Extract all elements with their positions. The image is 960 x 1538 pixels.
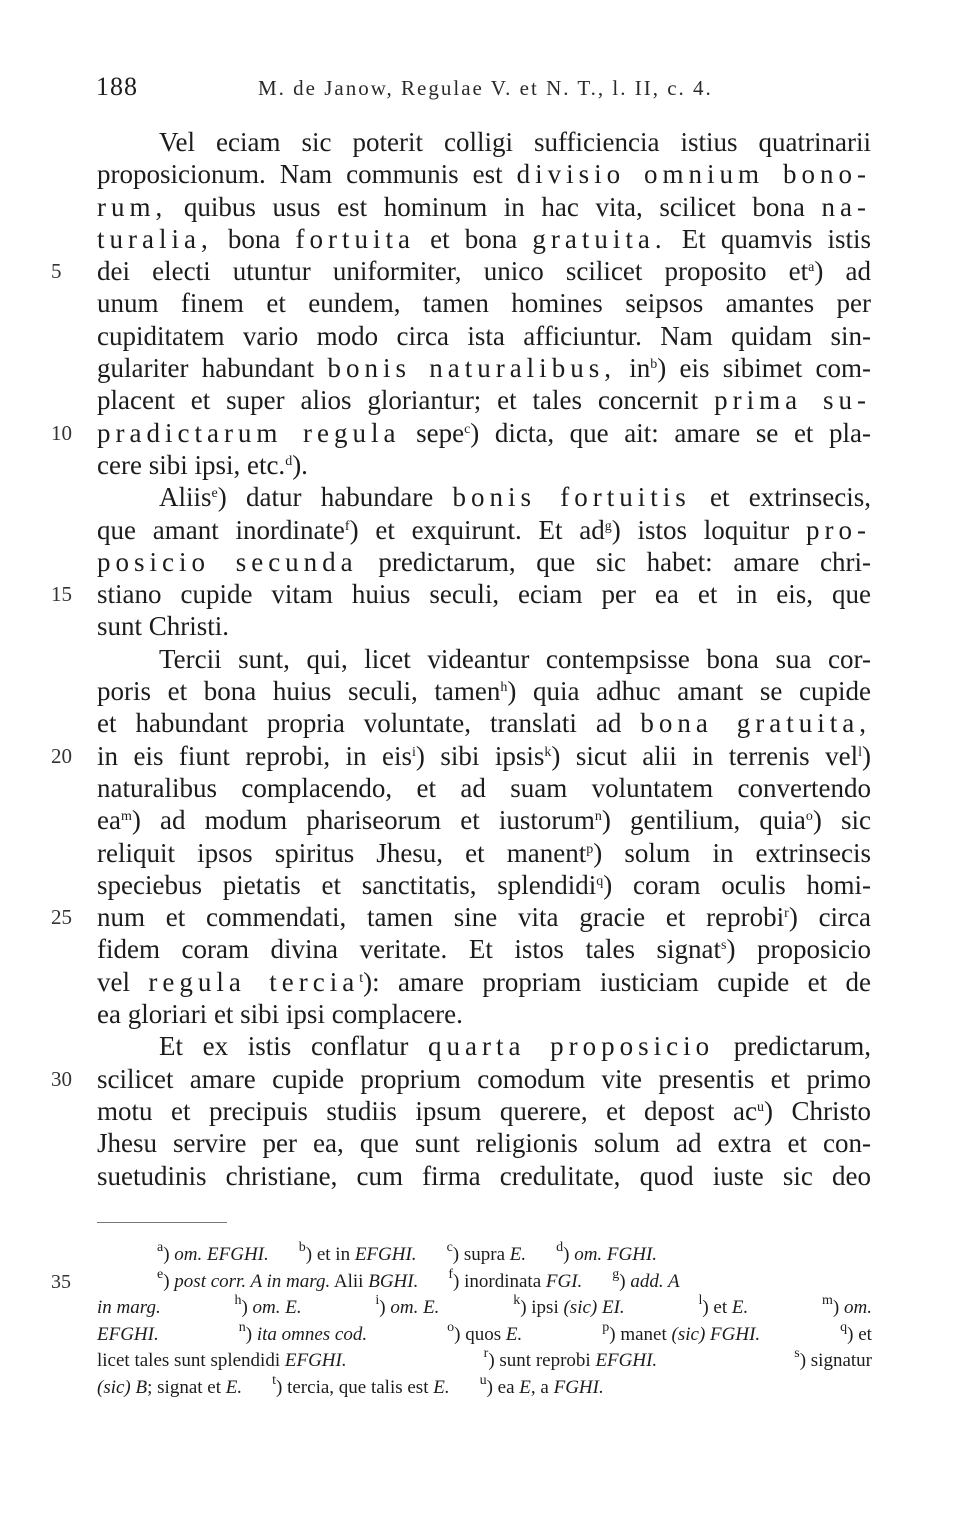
text-run: ea gloriari et sibi ipsi complacere.	[97, 999, 463, 1030]
text-run: gratuita.	[532, 223, 667, 254]
footnote-text: ) et	[847, 1323, 872, 1345]
line-number: 25	[51, 905, 72, 930]
footnote-text: , a	[530, 1376, 554, 1398]
footnote-entry	[840, 1319, 872, 1349]
text-line	[97, 352, 871, 384]
footnote-entry	[97, 1322, 159, 1349]
footnote-marker: k	[513, 1293, 521, 1308]
text-run: predictarum, que sic habet: amare chri-	[357, 546, 871, 577]
line-content	[97, 578, 871, 610]
footnotes	[51, 1240, 872, 1401]
footnote-marker: r	[784, 906, 789, 922]
footnote-text: post corr. A in marg.	[174, 1270, 331, 1292]
text-line	[51, 1063, 871, 1095]
text-run: Et quamvis istis	[666, 223, 871, 254]
line-content	[97, 384, 871, 416]
text-line	[97, 514, 871, 546]
text-run: rum,	[97, 191, 168, 222]
text-run: poris et bona huius seculi, tamen	[97, 676, 501, 707]
footnote-marker: e	[157, 1266, 164, 1282]
footnote-line	[97, 1319, 872, 1349]
footnote-marker: l	[858, 744, 863, 760]
footnote-text: E.	[731, 1297, 749, 1318]
line-content	[97, 287, 871, 319]
footnote-text: ; signat et	[147, 1376, 226, 1398]
text-run: ) dicta, que ait: amare se et pla-	[470, 417, 871, 448]
footnote-text: )	[563, 1244, 575, 1265]
footnote-text: FGHI.	[553, 1376, 604, 1398]
text-run: ) istos loquitur	[611, 514, 807, 545]
text-run: Et ex istis conflatur	[159, 1031, 429, 1062]
text-run: bona	[212, 223, 296, 254]
running-title: M. de Janow, Regulae V. et N. T., l. II, c. 4.	[258, 76, 713, 100]
line-content	[159, 481, 871, 513]
footnote-marker: a	[157, 1240, 164, 1255]
text-line	[97, 1095, 871, 1127]
text-line	[51, 417, 871, 449]
footnote-text: ) et in	[305, 1244, 355, 1265]
footnote-marker: s	[721, 938, 727, 954]
line-content	[97, 191, 871, 223]
footnote-marker: t	[272, 1372, 277, 1388]
text-run: ) Christo	[764, 1095, 871, 1126]
text-run: Aliis	[159, 482, 212, 513]
text-run: et habundant propria voluntate, translati ad	[97, 708, 641, 739]
footnote-marker: p	[602, 1319, 610, 1335]
footnote-text: BGHI.	[368, 1270, 419, 1292]
footnote-text: ) supra	[452, 1244, 510, 1265]
text-run: bona gratuita,	[640, 708, 871, 739]
footnote-marker: l	[698, 1293, 703, 1308]
text-line	[97, 223, 871, 255]
text-run: bonis fortuitis	[452, 482, 691, 513]
footnote-entry	[698, 1295, 748, 1322]
line-number: 20	[51, 743, 72, 768]
text-run: ) proposicio	[726, 934, 871, 965]
footnote-marker: i	[412, 744, 416, 760]
footnote-marker: h	[234, 1293, 242, 1308]
text-line	[97, 869, 871, 901]
footnote-line	[51, 1266, 872, 1296]
line-content	[97, 611, 229, 641]
text-line	[97, 707, 871, 739]
text-run: prima su-	[714, 385, 871, 416]
footnote-text: E	[519, 1376, 531, 1398]
text-run: gulariter habundant	[97, 353, 328, 384]
text-line	[97, 966, 871, 998]
line-content	[97, 740, 871, 772]
text-run: ).	[292, 449, 308, 480]
text-run: sunt Christi.	[97, 611, 230, 642]
text-run: ) quia adhuc amant se cupide	[507, 676, 871, 707]
footnote-text: ) et	[702, 1297, 732, 1318]
line-content	[159, 1030, 871, 1062]
text-run: ) sicut alii in terrenis vel	[551, 740, 859, 771]
footnote-text: )	[245, 1323, 257, 1345]
text-line	[97, 1127, 871, 1159]
footnote-marker: q	[596, 873, 604, 889]
text-line	[51, 255, 871, 287]
text-line	[97, 481, 871, 513]
footnote-line	[97, 1372, 872, 1402]
text-run: ) sic	[812, 805, 871, 836]
footnote-entry	[447, 1319, 523, 1349]
line-content	[97, 514, 871, 546]
footnote-text: (sic) EI.	[563, 1297, 625, 1318]
line-content	[97, 1095, 871, 1127]
line-number: 30	[51, 1066, 72, 1091]
text-line	[51, 578, 871, 610]
text-run: naturalibus complacendo, et ad suam voluntatem convertendo	[97, 772, 871, 803]
footnote-entry	[612, 1266, 680, 1296]
text-run: )	[862, 740, 871, 771]
text-line	[51, 901, 871, 933]
footnote-entry	[157, 1266, 419, 1296]
page-number: 188	[96, 72, 138, 101]
text-line	[97, 126, 871, 158]
text-line	[97, 675, 871, 707]
line-content	[97, 320, 871, 352]
line-content	[97, 966, 871, 998]
footnote-text: in marg.	[97, 1297, 161, 1318]
line-content	[97, 450, 308, 480]
footnote-entry	[484, 1348, 658, 1375]
footnote-text: )	[832, 1297, 844, 1318]
line-content	[159, 126, 871, 158]
footnote-entry	[794, 1348, 872, 1375]
footnote-entry	[513, 1295, 624, 1322]
footnote-text: licet tales sunt splendidi	[97, 1350, 285, 1371]
footnote-entry	[272, 1372, 450, 1402]
footnote-entry	[822, 1295, 872, 1322]
footnote-entry	[234, 1295, 301, 1322]
line-content	[97, 1063, 871, 1095]
footnote-text: )	[163, 1244, 175, 1265]
footnote-text: (sic) FGHI.	[671, 1323, 761, 1345]
text-run: ) et exquirunt. Et ad	[349, 514, 605, 545]
footnote-text: E.	[225, 1376, 243, 1398]
footnote-text: Alii	[330, 1270, 369, 1292]
footnote-text: )	[163, 1270, 175, 1292]
footnote-text: FGI.	[545, 1270, 583, 1292]
footnote-marker: r	[483, 1346, 489, 1361]
footnote-marker: t	[359, 970, 364, 986]
footnote-marker: c	[446, 1240, 453, 1255]
text-run: placent et super alios gloriantur; et tales concernit	[97, 385, 715, 416]
footnote-entry	[556, 1242, 657, 1269]
text-line	[97, 610, 871, 642]
footnote-entry	[97, 1348, 347, 1375]
footnote-text: om. E.	[390, 1297, 440, 1318]
footnote-entry	[447, 1242, 527, 1269]
line-content	[97, 223, 871, 255]
text-run: ) datur habundare	[217, 482, 453, 513]
footnote-text: EFGHI.	[284, 1350, 347, 1371]
text-line	[97, 158, 871, 190]
footnote-marker: k	[544, 744, 552, 760]
footnote-marker: m	[120, 809, 132, 825]
text-run: ) eis sibimet com-	[657, 353, 871, 384]
text-run: num et commendati, tamen sine vita gracie et reprobi	[97, 902, 785, 933]
footnote-text: E.	[433, 1376, 450, 1398]
text-run: ) sibi ipsis	[415, 740, 545, 771]
line-number: 10	[51, 420, 72, 445]
text-line	[51, 740, 871, 772]
text-line	[97, 546, 871, 578]
footnote-line	[97, 1348, 872, 1375]
text-run: Vel eciam sic poterit colligi sufficiencia istius quatrinarii	[159, 127, 871, 157]
footnote-entry	[602, 1319, 761, 1349]
footnote-marker: u	[757, 1099, 764, 1115]
footnote-text: ) tercia, que talis est	[276, 1376, 434, 1398]
text-line	[97, 287, 871, 319]
text-run: pradictarum regula	[97, 417, 401, 448]
footnote-marker: m	[822, 1293, 833, 1308]
footnote-entry	[97, 1295, 161, 1322]
text-run: Tercii sunt, qui, licet videantur contempsisse bona sua cor-	[159, 643, 871, 674]
line-content	[97, 1127, 871, 1159]
footnote-marker: p	[586, 841, 594, 857]
footnote-entry	[479, 1372, 604, 1402]
footnote-text: ) sunt reprobi	[488, 1350, 596, 1371]
text-run: suetudinis christiane, cum firma credulitate, quod iuste sic deo	[97, 1160, 871, 1191]
text-run: bonis naturalibus,	[327, 353, 616, 384]
text-run: quarta proposicio	[428, 1031, 715, 1062]
line-content	[97, 255, 871, 287]
footnote-marker: d	[285, 453, 293, 469]
line-content	[97, 707, 871, 739]
text-line	[97, 1030, 871, 1062]
footnote-entry	[375, 1295, 439, 1322]
text-run: ea	[97, 805, 121, 836]
text-run: posicio secunda	[97, 546, 358, 577]
footnote-marker: b	[650, 357, 658, 373]
footnote-marker: h	[500, 680, 508, 696]
text-run: ): amare propriam iusticiam cupide et de	[363, 966, 871, 997]
footnote-marker: e	[211, 486, 218, 502]
text-line	[97, 998, 871, 1030]
text-run: Jhesu servire per ea, que sunt religionis solum ad extra et con-	[97, 1128, 871, 1159]
text-run: vel	[97, 966, 149, 997]
line-content	[97, 352, 871, 384]
text-line	[97, 191, 871, 223]
footnote-marker: c	[464, 421, 471, 437]
text-line	[97, 772, 871, 804]
text-run: fortuita	[295, 223, 415, 254]
footnote-line	[97, 1242, 872, 1269]
footnote-marker: n	[238, 1319, 246, 1335]
footnote-text: (sic) B	[97, 1376, 148, 1398]
line-number: 15	[51, 582, 72, 607]
line-content	[97, 546, 871, 578]
footnote-text: )	[241, 1297, 253, 1318]
footnote-marker: o	[447, 1319, 455, 1335]
line-content	[97, 999, 463, 1029]
footnote-marker: g	[612, 1266, 620, 1282]
footnote-marker: b	[298, 1240, 306, 1255]
page-header	[0, 72, 960, 108]
footnote-marker: g	[604, 518, 612, 534]
line-content	[97, 901, 871, 933]
footnote-text: om.	[843, 1297, 872, 1318]
text-run: ) ad modum phariseorum et iustorum	[131, 805, 595, 836]
text-run: ) gentilium, quia	[601, 805, 806, 836]
text-run: na-	[821, 191, 871, 222]
line-number: 35	[51, 1270, 71, 1293]
text-run: predictarum,	[714, 1031, 871, 1062]
footnote-marker: f	[344, 518, 350, 534]
text-run: proposicionum. Nam communis est	[97, 159, 517, 190]
text-line	[97, 643, 871, 675]
footnote-marker: a	[808, 260, 815, 276]
footnote-text: ) ea	[486, 1376, 520, 1398]
text-run: scilicet amare cupide proprium comodum vite presentis et primo	[97, 1063, 871, 1094]
footnote-text: ita omnes cod.	[256, 1323, 368, 1345]
text-run: dei electi utuntur uniformiter, unico scilicet proposito et	[97, 256, 809, 287]
line-content	[97, 675, 871, 707]
line-content	[97, 417, 871, 449]
line-number: 5	[51, 259, 62, 284]
text-run: que amant inordinate	[97, 514, 345, 545]
text-line	[97, 384, 871, 416]
text-run: regula tercia	[148, 966, 360, 997]
line-content	[97, 837, 871, 869]
main-text	[51, 126, 871, 1192]
footnote-text: ) manet	[609, 1323, 672, 1345]
text-run: ) circa	[788, 902, 871, 933]
text-run: fidem coram divina veritate. Et istos tales signat	[97, 934, 722, 965]
text-run: pro-	[806, 514, 871, 545]
footnote-text: )	[619, 1270, 631, 1292]
text-run: motu et precipuis studiis ipsum querere, et depost ac	[97, 1095, 757, 1126]
text-run: ) ad	[814, 256, 871, 287]
footnote-entry	[97, 1375, 242, 1402]
text-run: et extrinsecis,	[690, 482, 871, 513]
footnote-text: EFGHI.	[595, 1350, 658, 1371]
line-content	[97, 158, 871, 190]
footnote-marker: u	[479, 1372, 487, 1388]
text-run: quibus usus est hominum in hac vita, scilicet bona	[167, 191, 822, 222]
footnote-text: E.	[509, 1244, 527, 1265]
footnote-text: ) quos	[454, 1323, 506, 1345]
footnote-entry	[157, 1242, 269, 1269]
text-run: et bona	[414, 223, 533, 254]
text-run: reliquit ipsos spiritus Jhesu, et manent	[97, 837, 587, 868]
footnote-text: ) signatur	[799, 1350, 872, 1371]
text-run: divisio omnium bono-	[516, 159, 871, 190]
footnote-text: EFGHI.	[354, 1244, 417, 1265]
text-run: in	[615, 353, 651, 384]
line-content	[159, 643, 871, 675]
footnote-marker: i	[375, 1293, 380, 1308]
footnote-marker: n	[594, 809, 602, 825]
footnote-text: )	[379, 1297, 391, 1318]
footnote-text: add. A	[630, 1270, 680, 1292]
footnote-entry	[299, 1242, 417, 1269]
footnote-line	[97, 1295, 872, 1322]
footnote-text: EFGHI.	[97, 1323, 159, 1345]
footnote-marker: o	[805, 809, 813, 825]
text-run: ) solum in extrinsecis	[593, 837, 871, 868]
text-line	[97, 933, 871, 965]
footnote-text: om. E.	[252, 1297, 302, 1318]
text-run: cere sibi ipsi, etc.	[97, 449, 286, 480]
line-content	[97, 933, 871, 965]
text-run: cupiditatem vario modo circa ista afficiuntur. Nam quidam sin-	[97, 320, 871, 351]
line-content	[97, 869, 871, 901]
text-run: turalia,	[97, 223, 213, 254]
text-run: ) coram oculis homi-	[603, 869, 871, 900]
text-run: in eis fiunt reprobi, in eis	[97, 740, 413, 771]
text-run: sepe	[400, 417, 465, 448]
footnote-entry	[238, 1319, 368, 1349]
footnote-text: om. EFGHI.	[174, 1244, 269, 1265]
footnote-marker: q	[840, 1319, 848, 1335]
text-line	[97, 320, 871, 352]
text-line	[97, 449, 871, 481]
footnote-marker: f	[448, 1266, 454, 1282]
text-run: unum finem et eundem, tamen homines seipsos amantes per	[97, 288, 871, 319]
footnote-entry	[448, 1266, 583, 1296]
text-run: speciebus pietatis et sanctitatis, splendidi	[97, 869, 597, 900]
footnote-marker: s	[794, 1346, 800, 1361]
text-run: stiano cupide vitam huius seculi, eciam per ea et in eis, que	[97, 579, 871, 610]
text-line	[97, 1160, 871, 1192]
text-line	[97, 837, 871, 869]
footnote-text: om. FGHI.	[574, 1244, 658, 1265]
footnote-text: ) inordinata	[453, 1270, 546, 1292]
line-content	[97, 1160, 871, 1192]
footnote-text: ) ipsi	[520, 1297, 564, 1318]
line-content	[97, 804, 871, 836]
footnote-separator	[97, 1222, 227, 1223]
footnote-marker: d	[556, 1240, 564, 1255]
line-content	[97, 772, 871, 804]
text-line	[97, 804, 871, 836]
footnote-text: E.	[505, 1323, 523, 1345]
